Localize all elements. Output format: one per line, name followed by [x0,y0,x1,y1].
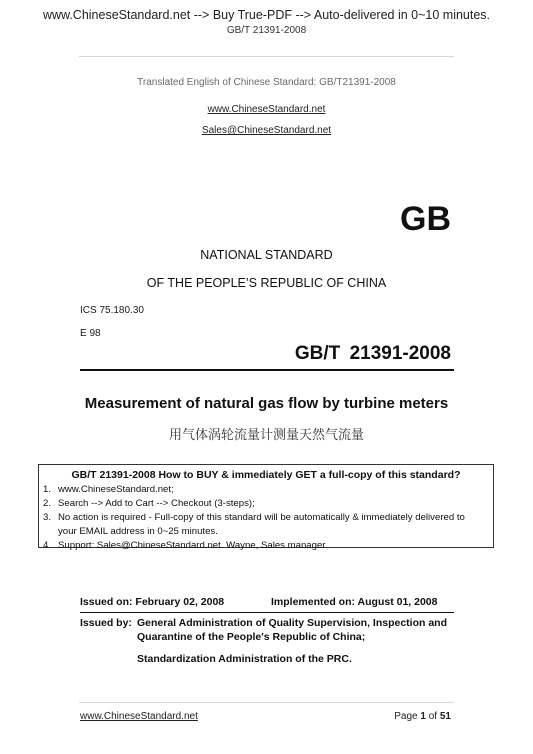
issuer-line-1: General Administration of Quality Supervision, Inspection and [137,617,447,629]
title-english: Measurement of natural gas flow by turbine meters [84,395,449,412]
header-standard-number: GB/T 21391-2008 [226,25,307,36]
buy-step-3-continued: your EMAIL address in 0~25 minutes. [58,526,218,537]
translated-note: Translated English of Chinese Standard: GB/T21391-2008 [137,77,396,88]
buy-step-3: 3. No action is required - Full-copy of this standard will be automatically & immediately delivered to [43,512,465,523]
footer-divider [79,702,454,703]
buy-info-box [38,464,494,551]
footer-site-link[interactable]: www.ChineseStandard.net [80,711,198,722]
issued-by-label: Issued by: [80,617,132,629]
standard-number: GB/T 21391-2008 [294,343,451,364]
title-chinese: 用气体涡轮流量计测量天然气流量 [168,428,364,443]
national-standard-heading: NATIONAL STANDARD [200,248,333,262]
issuer-line-2: Quarantine of the People's Republic of China; [137,631,366,643]
buy-step-2: 2. Search --> Add to Cart --> Checkout (3-steps); [43,498,255,509]
header-line-1: www.ChineseStandard.net --> Buy True-PDF --> Auto-delivered in 0~10 minutes. [42,8,491,22]
issue-divider [80,612,454,613]
buy-step-4: 4. Support: Sales@ChineseStandard.net. Wayne, Sales manager [43,540,326,551]
ics-code: ICS 75.180.30 [80,305,144,316]
title-divider [80,369,454,371]
issuer-line-3: Standardization Administration of the PRC. [137,653,352,665]
ccs-code: E 98 [80,328,101,339]
site-link[interactable]: www.ChineseStandard.net [207,104,326,115]
gb-mark: GB [400,200,451,238]
prc-heading: OF THE PEOPLE’S REPUBLIC OF CHINA [146,276,387,290]
page-indicator: Page 1 of 51 [394,711,451,722]
header-divider [79,56,454,57]
buy-box-title: GB/T 21391-2008 How to BUY & immediately GET a full-copy of this standard? [71,469,461,481]
issued-on-date: Issued on: February 02, 2008 [80,596,225,608]
implemented-on-date: Implemented on: August 01, 2008 [271,596,438,608]
buy-step-1: 1. www.ChineseStandard.net; [43,484,174,495]
email-link[interactable]: Sales@ChineseStandard.net [201,125,332,136]
